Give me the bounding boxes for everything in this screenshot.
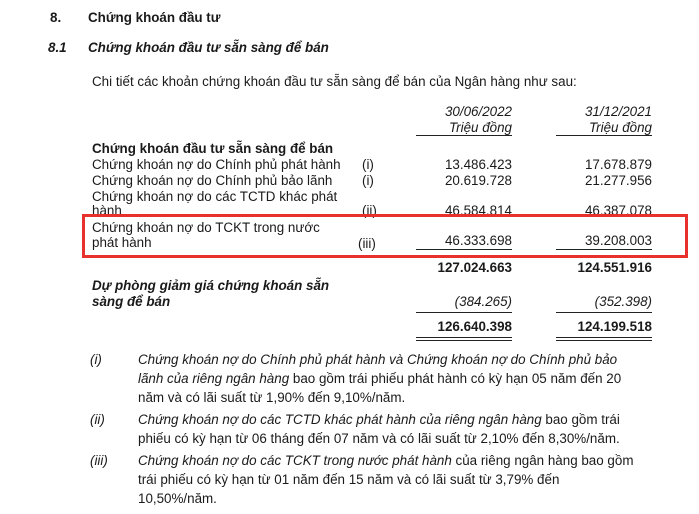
col1-total-rule <box>416 312 512 313</box>
note-i-plain: bao gồm trái phiếu phát hành có kỳ hạn 05 năm đến 20 năm và có lãi suất từ 1,90% đến 9,10%/năm. <box>138 371 622 405</box>
row-v2-gov-issued: 17.678.879 <box>584 157 652 172</box>
col2-header-rule <box>556 135 652 136</box>
subtotal-v1: 127.024.663 <box>437 260 512 275</box>
note-iii-italic: Chứng khoán nợ do các TCKT trong nước phát hành <box>138 453 452 468</box>
col2-unit: Triệu đồng <box>588 120 652 135</box>
provision-v2: (352.398) <box>594 294 652 309</box>
row-v2-tctd: 46.387.078 <box>584 203 652 218</box>
note-i-text <box>138 350 638 407</box>
provision-label-line2: sàng để bán <box>92 294 171 309</box>
note-marker-i: (i) <box>90 352 102 367</box>
col2-subtotal-rule <box>556 249 652 250</box>
row-note-gov-guaranteed: (i) <box>362 173 374 188</box>
total-v2: 124.199.518 <box>577 319 652 334</box>
subsection-number: 8.1 <box>48 40 67 55</box>
row-label-tckt-line1: Chứng khoán nợ do TCKT trong nước <box>92 220 320 235</box>
note-ii-italic: Chứng khoán nợ do các TCTD khác phát hành của riêng ngân hàng <box>138 412 542 427</box>
row-label-tctd-line1: Chứng khoán nợ do các TCTD khác phát <box>92 189 338 204</box>
provision-v1: (384.265) <box>454 294 512 309</box>
note-marker-ii: (ii) <box>90 412 105 427</box>
row-v1-tctd: 46.584.814 <box>444 203 512 218</box>
col2-total-rule <box>556 312 652 313</box>
subtotal-v2: 124.551.916 <box>577 260 652 275</box>
section-title: Chứng khoán đầu tư <box>88 10 221 25</box>
row-note-gov-issued: (i) <box>362 157 374 172</box>
group-title: Chứng khoán đầu tư sẵn sàng để bán <box>92 141 334 156</box>
row-note-tckt: (iii) <box>358 236 376 251</box>
section-number: 8. <box>50 10 62 25</box>
col2-date: 31/12/2021 <box>584 104 652 119</box>
note-iii-plain: của riêng ngân hàng bao gồm trái phiếu có kỳ hạn từ 01 năm đến 15 năm và có lãi suất từ 3,79% đến 10,50%/năm. <box>138 453 634 506</box>
row-v2-gov-guaranteed: 21.277.956 <box>584 173 652 188</box>
note-iii-text <box>138 451 638 508</box>
row-label-tctd-line2: hành <box>92 203 122 218</box>
row-label-gov-issued: Chứng khoán nợ do Chính phủ phát hành <box>92 157 341 172</box>
row-v1-gov-issued: 13.486.423 <box>444 157 512 172</box>
row-v1-tckt: 46.333.698 <box>444 233 512 248</box>
intro-text: Chi tiết các khoản chứng khoán đầu tư sẵn sàng để bán của Ngân hàng như sau: <box>92 74 577 89</box>
col1-unit: Triệu đồng <box>448 120 512 135</box>
row-label-tckt-line2: phát hành <box>92 235 152 250</box>
row-v1-gov-guaranteed: 20.619.728 <box>444 173 512 188</box>
total-v1: 126.640.398 <box>437 319 512 334</box>
note-ii-text <box>138 410 638 448</box>
note-marker-iii: (iii) <box>90 453 108 468</box>
note-i-italic: Chứng khoán nợ do Chính phủ phát hành và Chứng khoán nợ do Chính phủ bảo lãnh của riêng ngân hàng <box>138 352 618 386</box>
col1-double-rule <box>416 337 512 341</box>
col1-header-rule <box>416 135 512 136</box>
note-ii-plain: bao gồm trái phiếu có kỳ hạn từ 06 tháng đến 07 năm và có lãi suất từ 2,10% đến 8,30%/năm. <box>138 412 620 446</box>
row-label-gov-guaranteed: Chứng khoán nợ do Chính phủ bảo lãnh <box>92 173 333 188</box>
col2-double-rule <box>556 337 652 341</box>
col1-date: 30/06/2022 <box>444 104 512 119</box>
subsection-title: Chứng khoán đầu tư sẵn sàng để bán <box>88 40 329 55</box>
col1-subtotal-rule <box>416 249 512 250</box>
row-v2-tckt: 39.208.003 <box>584 233 652 248</box>
row-note-tctd: (ii) <box>362 203 377 218</box>
provision-label-line1: Dự phòng giảm giá chứng khoán sẵn <box>92 278 330 293</box>
